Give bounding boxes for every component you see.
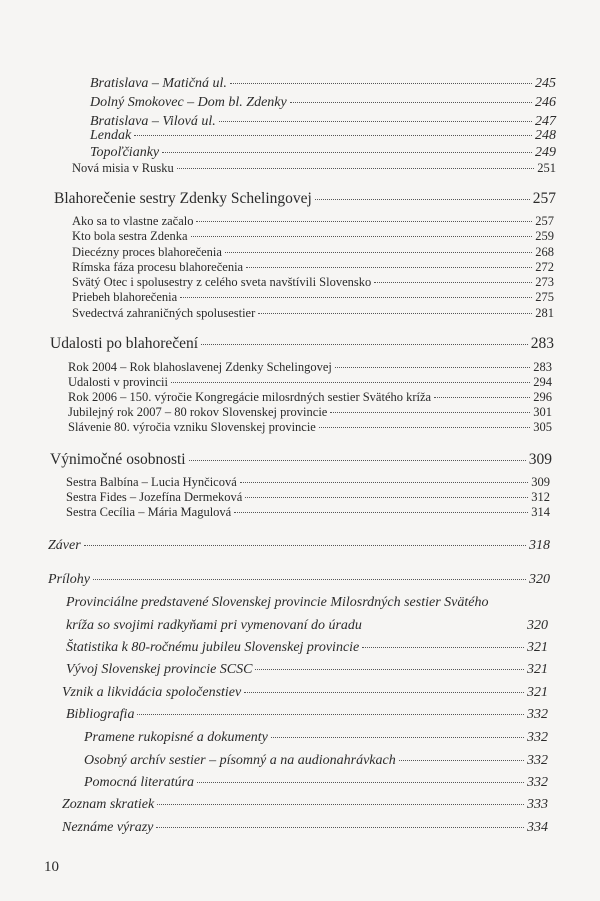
toc-entry <box>72 214 554 229</box>
toc-entry-page: 259 <box>535 229 554 243</box>
toc-entry <box>90 128 556 144</box>
toc-entry <box>84 753 548 769</box>
toc-entry-title: Priebeh blahorečenia <box>72 290 178 304</box>
toc-entry-title: Rok 2004 – Rok blahoslavenej Zdenky Schelingovej <box>68 360 332 374</box>
toc-entry-title: Osobný archív sestier – písomný a na audionahrávkach <box>84 753 396 768</box>
dot-leader <box>201 344 528 345</box>
toc-section-page: 318 <box>529 538 550 553</box>
toc-entry <box>66 505 550 520</box>
toc-entry-title: Rok 2006 – 150. výročie Kongregácie milosrdných sestier Svätého kríža <box>68 390 432 404</box>
dot-leader <box>290 102 532 103</box>
dot-leader <box>156 827 524 828</box>
toc-entry-title: Vznik a likvidácia spoločenstiev <box>62 685 242 700</box>
dot-leader <box>362 647 524 648</box>
toc-entry-page: 320 <box>527 618 548 633</box>
toc-entry <box>84 730 548 746</box>
toc-entry-page: 249 <box>535 145 556 160</box>
toc-entry-page: 314 <box>531 505 550 519</box>
toc-entry-title: Rímska fáza procesu blahorečenia <box>72 260 244 274</box>
toc-entry <box>68 360 552 375</box>
toc-entry-page: 275 <box>535 290 554 304</box>
dot-leader <box>171 382 530 383</box>
dot-leader <box>219 121 532 122</box>
toc-entry-title: Ako sa to vlastne začalo <box>72 214 194 228</box>
toc-entry-page: 281 <box>535 306 554 320</box>
toc-entry-title: Udalosti v provincii <box>68 375 168 389</box>
toc-entry-page: 312 <box>531 490 550 504</box>
dot-leader <box>240 482 528 483</box>
dot-leader <box>225 252 532 253</box>
toc-section-title: Výnimočné osobnosti <box>50 451 186 468</box>
toc-entry-page: 257 <box>535 214 554 228</box>
dot-leader <box>335 367 530 368</box>
toc-entry-page: 246 <box>535 95 556 110</box>
toc-entry <box>72 245 554 260</box>
dot-leader <box>157 804 524 805</box>
toc-entry-page: 332 <box>527 753 548 768</box>
toc-section <box>48 538 550 554</box>
toc-entry <box>72 275 554 290</box>
dot-leader <box>245 497 528 498</box>
dot-leader <box>255 669 524 670</box>
toc-section <box>50 335 554 353</box>
toc-entry-title: Lendak <box>90 128 132 143</box>
dot-leader <box>162 152 532 153</box>
dot-leader <box>93 579 526 580</box>
toc-entry-page: 321 <box>527 662 548 677</box>
dot-leader <box>315 199 530 200</box>
toc-section-title: Záver <box>48 538 81 553</box>
toc-entry-title: Svätý Otec i spolusestry z celého sveta navštívili Slovensko <box>72 275 372 289</box>
toc-entry-title: Bibliografia <box>66 707 135 722</box>
toc-entry-title: Zoznam skratiek <box>62 797 155 812</box>
toc-entry <box>72 306 554 321</box>
toc-entry-page: 321 <box>527 685 548 700</box>
toc-section-title: Blahorečenie sestry Zdenky Schelingovej <box>54 190 312 207</box>
dot-leader <box>180 297 532 298</box>
toc-entry-title: Pramene rukopisné a dokumenty <box>84 730 268 745</box>
toc-entry <box>84 775 548 791</box>
toc-entry <box>72 290 554 305</box>
toc-entry-title: Topoľčianky <box>90 145 160 160</box>
dot-leader <box>137 714 524 715</box>
toc-entry-page: 245 <box>535 76 556 91</box>
toc-section-title: Udalosti po blahorečení <box>50 335 199 352</box>
toc-entry-title: Diecézny proces blahorečenia <box>72 245 222 259</box>
toc-entry-page: 332 <box>527 775 548 790</box>
toc-section-page: 257 <box>532 190 556 207</box>
toc-section <box>54 190 556 208</box>
toc-entry <box>62 685 548 701</box>
toc-entry-page: 296 <box>533 390 552 404</box>
toc-entry <box>90 76 556 92</box>
toc-entry <box>68 405 552 420</box>
toc-entry-title: Nová misia v Rusku <box>72 161 174 175</box>
toc-entry-title: Štatistika k 80-ročnému jubileu Slovenskej provincie <box>66 640 360 655</box>
page-number: 10 <box>44 859 59 875</box>
toc-entry-title: Sestra Cecília – Mária Magulová <box>66 505 232 519</box>
toc-entry-title: Svedectvá zahraničných spolusestier <box>72 306 256 320</box>
dot-leader <box>319 427 530 428</box>
toc-section <box>48 572 550 588</box>
dot-leader <box>244 692 524 693</box>
toc-entry <box>90 145 556 161</box>
toc-entry-page: 332 <box>527 707 548 722</box>
toc-entry-page: 321 <box>527 640 548 655</box>
toc-entry-page: 268 <box>535 245 554 259</box>
toc-entry-page: 301 <box>533 405 552 419</box>
toc-entry-page: 294 <box>533 375 552 389</box>
toc-entry-page: 251 <box>537 161 556 175</box>
toc-entry-title: kríža so svojimi radkyňami pri vymenovaní do úradu <box>66 618 362 633</box>
toc-entry-title: Pomocná literatúra <box>84 775 195 790</box>
dot-leader <box>177 168 535 169</box>
toc-entry-page: 283 <box>533 360 552 374</box>
toc-entry-title: Sestra Balbína – Lucia Hynčicová <box>66 475 237 489</box>
toc-entry-page: 334 <box>527 820 548 835</box>
toc-entry-page: 248 <box>535 128 556 143</box>
toc-entry-page: 305 <box>533 420 552 434</box>
dot-leader <box>271 737 524 738</box>
dot-leader <box>197 782 524 783</box>
toc-section-page: 320 <box>529 572 550 587</box>
toc-entry <box>62 797 548 813</box>
toc-entry-title: Bratislava – Matičná ul. <box>90 76 227 91</box>
toc-entry <box>66 618 548 634</box>
toc-entry <box>68 375 552 390</box>
toc-entry-title: Slávenie 80. výročia vzniku Slovenskej provincie <box>68 420 316 434</box>
dot-leader <box>365 625 524 626</box>
dot-leader <box>258 313 532 314</box>
dot-leader <box>330 412 530 413</box>
dot-leader <box>246 267 532 268</box>
dot-leader <box>84 545 526 546</box>
toc-entry-title: Neznáme výrazy <box>62 820 154 835</box>
toc-entry-page: 247 <box>535 114 556 129</box>
toc-entry <box>72 229 554 244</box>
toc-entry <box>66 640 548 656</box>
toc-section <box>50 451 552 469</box>
dot-leader <box>134 135 532 136</box>
toc-entry-title: Kto bola sestra Zdenka <box>72 229 188 243</box>
dot-leader <box>230 83 532 84</box>
toc-entry-page: 332 <box>527 730 548 745</box>
toc-entry-title: Dolný Smokovec – Dom bl. Zdenky <box>90 95 287 110</box>
toc-entry <box>72 260 554 275</box>
toc-entry <box>66 707 548 723</box>
toc-entry <box>90 95 556 111</box>
toc-entry <box>66 662 548 678</box>
dot-leader <box>434 397 530 398</box>
toc-entry <box>68 420 552 435</box>
toc-entry-title: Sestra Fides – Jozefína Dermeková <box>66 490 243 504</box>
toc-entry-page: 309 <box>531 475 550 489</box>
dot-leader <box>191 236 533 237</box>
toc-entry <box>66 475 550 490</box>
toc-entry <box>68 390 552 405</box>
dot-leader <box>196 221 532 222</box>
toc-entry-wrapped-line: Provinciálne predstavené Slovenskej provincie Milosrdných sestier Svätého <box>66 595 489 610</box>
toc-entry-title: Bratislava – Vilová ul. <box>90 114 216 129</box>
toc-entry-page: 272 <box>535 260 554 274</box>
dot-leader <box>234 512 528 513</box>
dot-leader <box>374 282 532 283</box>
toc-entry-page: 333 <box>527 797 548 812</box>
dot-leader <box>399 760 524 761</box>
toc-entry <box>72 161 556 176</box>
dot-leader <box>189 460 526 461</box>
toc-entry <box>66 490 550 505</box>
toc-section-page: 283 <box>530 335 554 352</box>
toc-entry <box>62 820 548 836</box>
toc-entry-page: 273 <box>535 275 554 289</box>
toc-section-title: Prílohy <box>48 572 90 587</box>
toc-section-page: 309 <box>528 451 552 468</box>
toc-entry-title: Jubilejný rok 2007 – 80 rokov Slovenskej provincie <box>68 405 328 419</box>
toc-entry-title: Vývoj Slovenskej provincie SCSC <box>66 662 253 677</box>
